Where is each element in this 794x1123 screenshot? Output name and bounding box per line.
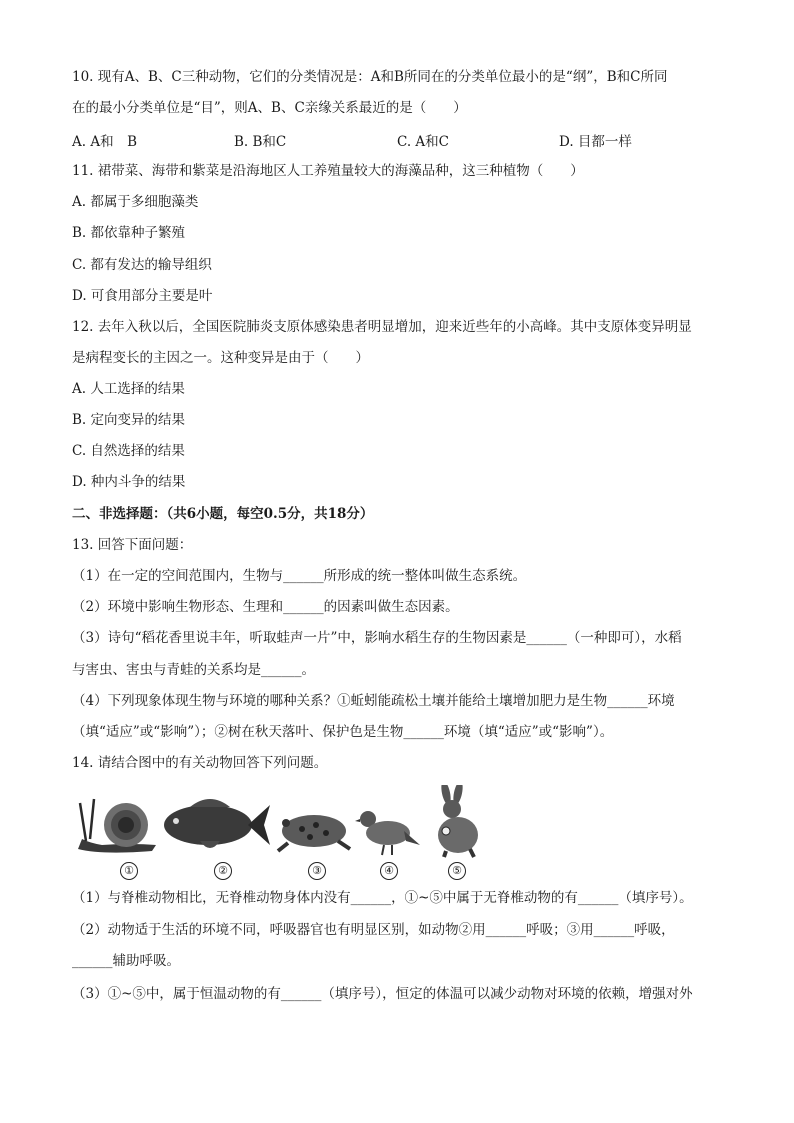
pigeon-picture: [354, 785, 422, 880]
q13-part3-line1: （3）诗句“稻花香里说丰年，听取蛙声一片”中，影响水稻生存的生物因素是______（一种即可），水稻: [72, 630, 682, 646]
q10-stem-line2: 在的最小分类单位是“目”，则A、B、C亲缘关系最近的是（ ）: [72, 100, 467, 116]
q12-stem-line2: 是病程变长的主因之一。这种变异是由于（ ）: [72, 350, 369, 366]
q13-part4-line2: （填“适应”或“影响”）；②树在秋天落叶、保护色是生物______环境（填“适应”或“影响”）。: [72, 724, 614, 740]
q12-option-b[interactable]: B. 定向变异的结果: [72, 412, 186, 428]
q10-options: [72, 130, 722, 148]
snail-icon: [72, 785, 162, 860]
fish-picture: [160, 785, 272, 880]
figure-label-2: ②: [214, 862, 232, 880]
q13-part2: （2）环境中影响生物形态、生理和______的因素叫做生态因素。: [72, 599, 459, 615]
q11-option-a[interactable]: A. 都属于多细胞藻类: [72, 194, 199, 210]
frog-picture: [272, 785, 354, 880]
q13-stem: 13. 回答下面问题：: [72, 537, 193, 553]
animal-figure: [72, 785, 492, 880]
pigeon-icon: [354, 785, 422, 860]
q12-option-d[interactable]: D. 种内斗争的结果: [72, 474, 186, 490]
q14-part2-line2: ______辅助呼吸。: [72, 953, 180, 969]
q13-part1: （1）在一定的空间范围内，生物与______所形成的统一整体叫做生态系统。: [72, 568, 527, 584]
q14-part3: （3）①~⑤中，属于恒温动物的有______（填序号），恒定的体温可以减少动物对环境的依赖，增强对外: [72, 986, 693, 1002]
figure-label-4: ④: [380, 862, 398, 880]
q11-option-d[interactable]: D. 可食用部分主要是叶: [72, 288, 213, 304]
q12-option-a[interactable]: A. 人工选择的结果: [72, 381, 185, 397]
q14-stem: 14. 请结合图中的有关动物回答下列问题。: [72, 755, 328, 771]
q10-option-c[interactable]: C. A和C: [397, 134, 450, 150]
q10-option-a[interactable]: A. A和 B: [72, 134, 138, 150]
q11-option-b[interactable]: B. 都依靠种子繁殖: [72, 225, 186, 241]
q12-option-c[interactable]: C. 自然选择的结果: [72, 443, 185, 459]
figure-label-3: ③: [308, 862, 326, 880]
q12-stem-line1: 12. 去年入秋以后，全国医院肺炎支原体感染患者明显增加，迎来近些年的小高峰。其中支原体变异明显: [72, 319, 692, 335]
q10-option-d[interactable]: D. 目都一样: [559, 134, 632, 150]
fish-icon: [160, 785, 272, 860]
q10-option-b[interactable]: B. B和C: [234, 134, 287, 150]
q13-part3-line2: 与害虫、害虫与青蛙的关系均是______。: [72, 662, 315, 678]
figure-label-5: ⑤: [448, 862, 466, 880]
q13-part4-line1: （4）下列现象体现生物与环境的哪种关系？①蚯蚓能疏松土壤并能给土壤增加肥力是生物______环境: [72, 693, 675, 709]
q11-stem: 11. 裙带菜、海带和紫菜是沿海地区人工养殖量较大的海藻品种，这三种植物（ ）: [72, 163, 584, 179]
q14-part1: （1）与脊椎动物相比，无脊椎动物身体内没有______，①~⑤中属于无脊椎动物的有______（填序号）。: [72, 890, 693, 906]
figure-label-1: ①: [120, 862, 138, 880]
section-heading: 二、非选择题：（共6小题，每空0.5分，共18分）: [72, 506, 374, 522]
rabbit-icon: [424, 785, 488, 860]
q14-part2-line1: （2）动物适于生活的环境不同，呼吸器官也有明显区别，如动物②用______呼吸；③用______呼吸，: [72, 922, 675, 938]
q10-stem-line1: 10. 现有A、B、C三种动物，它们的分类情况是：A和B所同在的分类单位最小的是“纲”，B和C所同: [72, 69, 668, 85]
frog-icon: [272, 785, 354, 860]
rabbit-picture: [424, 785, 488, 880]
snail-picture: [72, 785, 162, 880]
q11-option-c[interactable]: C. 都有发达的输导组织: [72, 257, 212, 273]
